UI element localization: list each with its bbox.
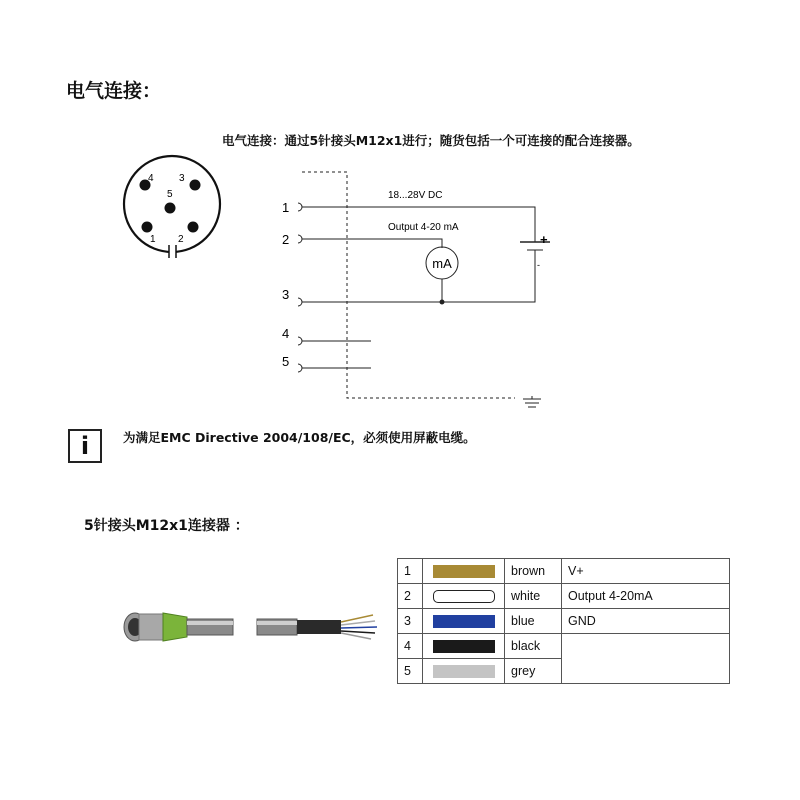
pin-label-4: 4 xyxy=(148,173,154,184)
color-swatch-blue xyxy=(433,615,495,628)
terminal-3: 3 xyxy=(282,287,290,302)
wire-function xyxy=(562,634,730,684)
wire-function: V+ xyxy=(562,559,730,584)
pin-1-dot xyxy=(142,222,153,233)
wire-color-name: blue xyxy=(505,609,562,634)
pin-5-dot xyxy=(165,203,176,214)
color-swatch-brown xyxy=(433,565,495,578)
table-row xyxy=(398,584,730,609)
table-row xyxy=(398,559,730,584)
wire-color-name: white xyxy=(505,584,562,609)
info-icon: i xyxy=(68,429,102,463)
battery-minus-label: - xyxy=(537,260,540,270)
pin-label-1: 1 xyxy=(150,234,156,245)
pin-number: 1 xyxy=(398,559,423,584)
supply-voltage-label: 18...28V DC xyxy=(388,190,443,201)
emc-note: 为满足EMC Directive 2004/108/EC，必须使用屏蔽电缆。 xyxy=(123,430,476,445)
pin-number: 4 xyxy=(398,634,423,659)
pin-label-5: 5 xyxy=(167,189,173,200)
connector-heading: 5针接头M12x1连接器 ： xyxy=(84,518,249,534)
table-row xyxy=(398,634,730,659)
color-swatch-black xyxy=(433,640,495,653)
wire-color-name: black xyxy=(505,634,562,659)
terminal-1: 1 xyxy=(282,200,290,215)
color-swatch-white xyxy=(433,590,495,603)
cable-connector-image xyxy=(115,600,385,655)
output-label: Output 4-20 mA xyxy=(388,222,459,233)
section-heading: 电气连接： xyxy=(66,80,162,102)
wire-function: Output 4-20mA xyxy=(562,584,730,609)
terminal-2: 2 xyxy=(282,232,290,247)
pin-2-dot xyxy=(188,222,199,233)
terminal-4: 4 xyxy=(282,326,290,341)
intro-text: 电气连接：通过5针接头M12x1进行；随货包括一个可连接的配合连接器。 xyxy=(222,133,640,148)
milliamp-meter-label: mA xyxy=(432,256,452,271)
table-row xyxy=(398,609,730,634)
pin-label-2: 2 xyxy=(178,234,184,245)
wire-function: GND xyxy=(562,609,730,634)
wire-color-name: brown xyxy=(505,559,562,584)
pin-number: 5 xyxy=(398,659,423,684)
battery-plus-label: + xyxy=(540,232,548,247)
wiring-schematic xyxy=(270,160,570,420)
wire-color-table xyxy=(397,558,730,684)
pin-label-3: 3 xyxy=(179,173,185,184)
wire-color-name: grey xyxy=(505,659,562,684)
color-swatch-grey xyxy=(433,665,495,678)
pin-3-dot xyxy=(190,180,201,191)
connector-face-diagram xyxy=(115,152,235,262)
pin-number: 2 xyxy=(398,584,423,609)
terminal-5: 5 xyxy=(282,354,290,369)
pin-number: 3 xyxy=(398,609,423,634)
